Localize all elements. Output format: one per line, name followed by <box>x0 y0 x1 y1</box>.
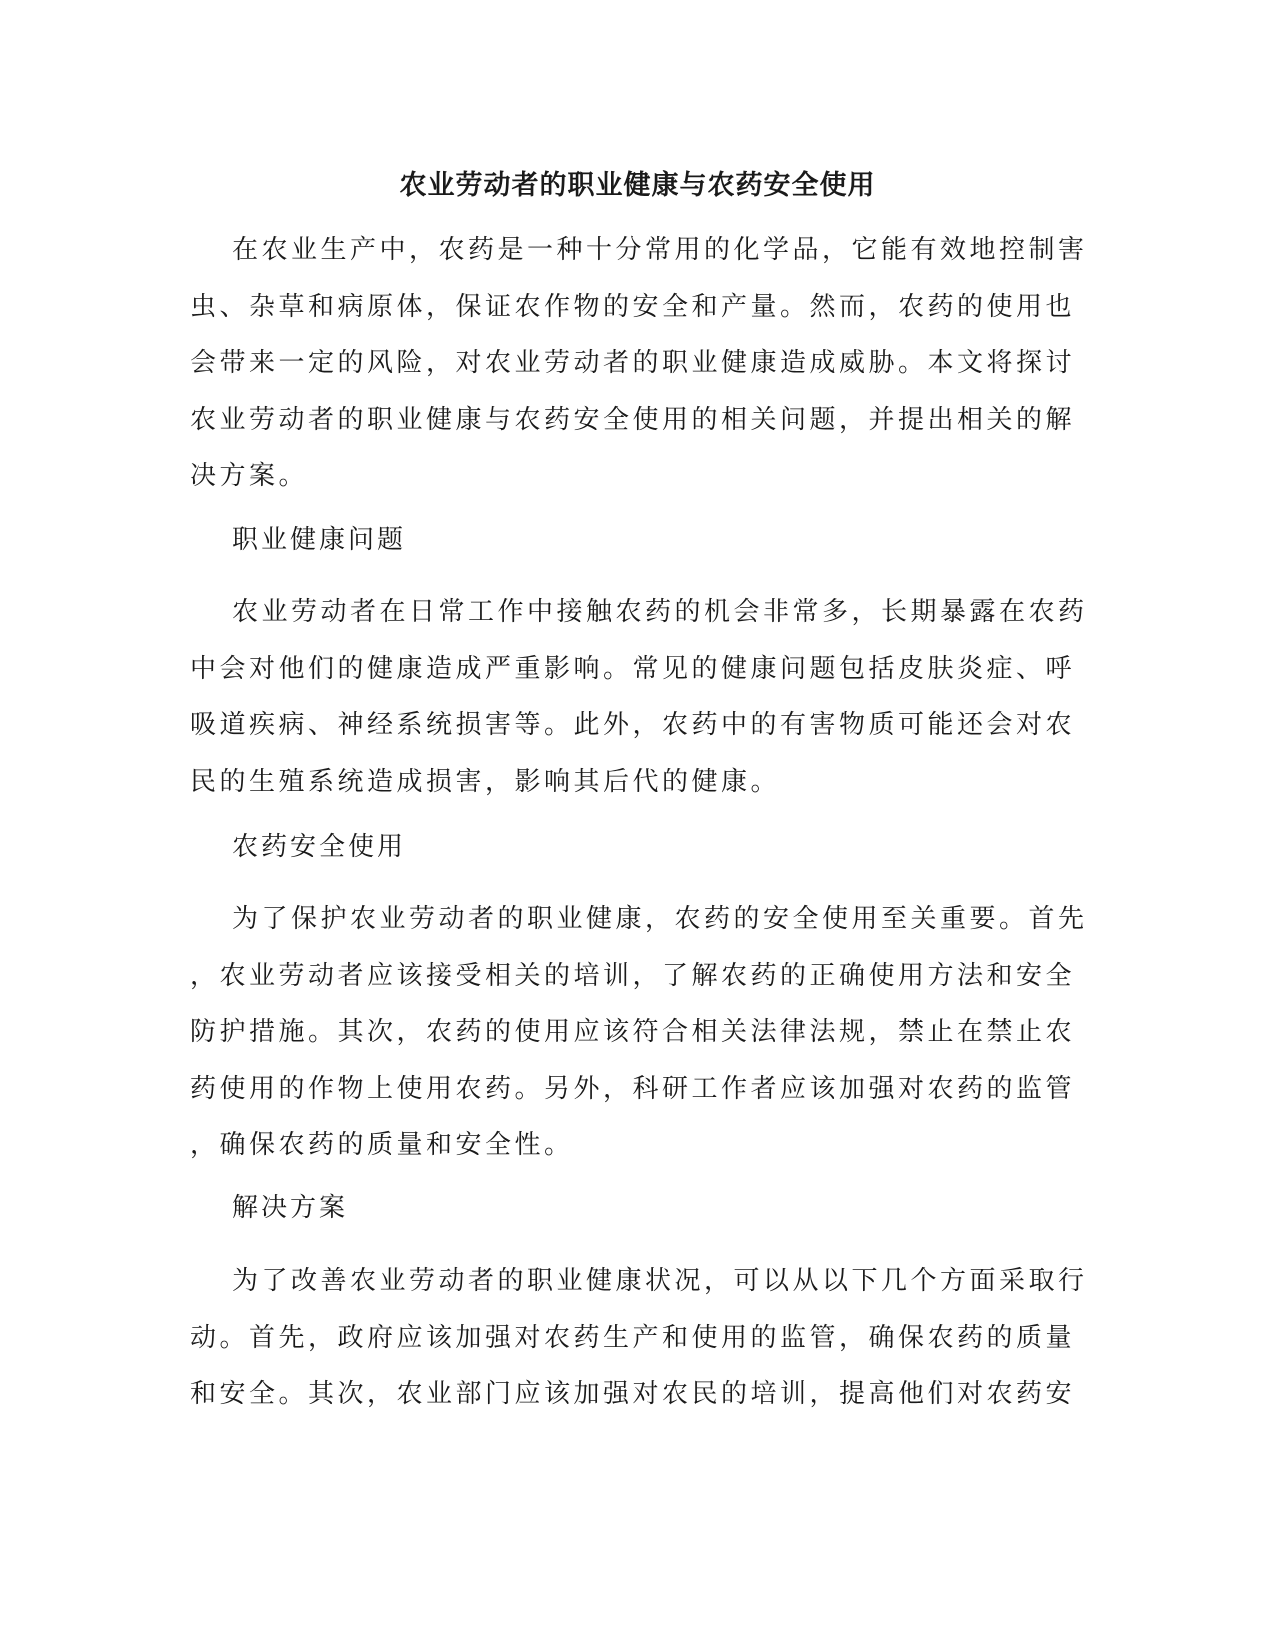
section-heading: 职业健康问题 <box>232 525 407 555</box>
paragraph-line: 防护措施。其次，农药的使用应该符合相关法律法规，禁止在禁止农 <box>190 1017 1076 1047</box>
occupational-health-paragraph <box>190 584 1088 810</box>
document-title: 农业劳动者的职业健康与农药安全使用 <box>399 170 876 201</box>
paragraph-line: 为了改善农业劳动者的职业健康状况，可以从以下几个方面采取行 <box>232 1266 1088 1296</box>
paragraph-line: 动。首先，政府应该加强对农药生产和使用的监管，确保农药的质量 <box>190 1322 1076 1353</box>
paragraph-line: 虫、杂草和病原体，保证农作物的安全和产量。然而，农药的使用也 <box>190 291 1076 322</box>
paragraph-line: 药使用的作物上使用农药。另外，科研工作者应该加强对农药的监管 <box>190 1073 1076 1104</box>
paragraph-line: 为了保护农业劳动者的职业健康，农药的安全使用至关重要。首先 <box>232 904 1088 934</box>
paragraph-line: 会带来一定的风险，对农业劳动者的职业健康造成威胁。本文将探讨 <box>190 348 1076 378</box>
paragraph-line: 在农业生产中，农药是一种十分常用的化学品，它能有效地控制害 <box>232 235 1088 265</box>
paragraph-line: 决方案。 <box>190 461 309 491</box>
paragraph-line: 民的生殖系统造成损害，影响其后代的健康。 <box>190 766 781 797</box>
pesticide-safety-paragraph <box>190 891 1088 1174</box>
section-heading: 农药安全使用 <box>232 832 407 862</box>
section-heading-pesticide-safety <box>232 819 1112 876</box>
paragraph-line: ，农业劳动者应该接受相关的培训，了解农药的正确使用方法和安全 <box>190 960 1076 991</box>
section-heading: 解决方案 <box>232 1193 349 1223</box>
paragraph-line: ，确保农药的质量和安全性。 <box>190 1130 574 1160</box>
intro-paragraph <box>190 222 1088 505</box>
paragraph-line: 农业劳动者的职业健康与农药安全使用的相关问题，并提出相关的解 <box>190 404 1076 435</box>
solutions-paragraph <box>190 1253 1088 1423</box>
section-heading-solutions <box>232 1180 1112 1237</box>
paragraph-line: 农业劳动者在日常工作中接触农药的机会非常多，长期暴露在农药 <box>232 597 1088 627</box>
paragraph-line: 和安全。其次，农业部门应该加强对农民的培训，提高他们对农药安 <box>190 1379 1076 1409</box>
paragraph-line: 吸道疾病、神经系统损害等。此外，农药中的有害物质可能还会对农 <box>190 710 1076 740</box>
paragraph-line: 中会对他们的健康造成严重影响。常见的健康问题包括皮肤炎症、呼 <box>190 653 1076 684</box>
section-heading-occupational-health <box>232 512 1112 569</box>
